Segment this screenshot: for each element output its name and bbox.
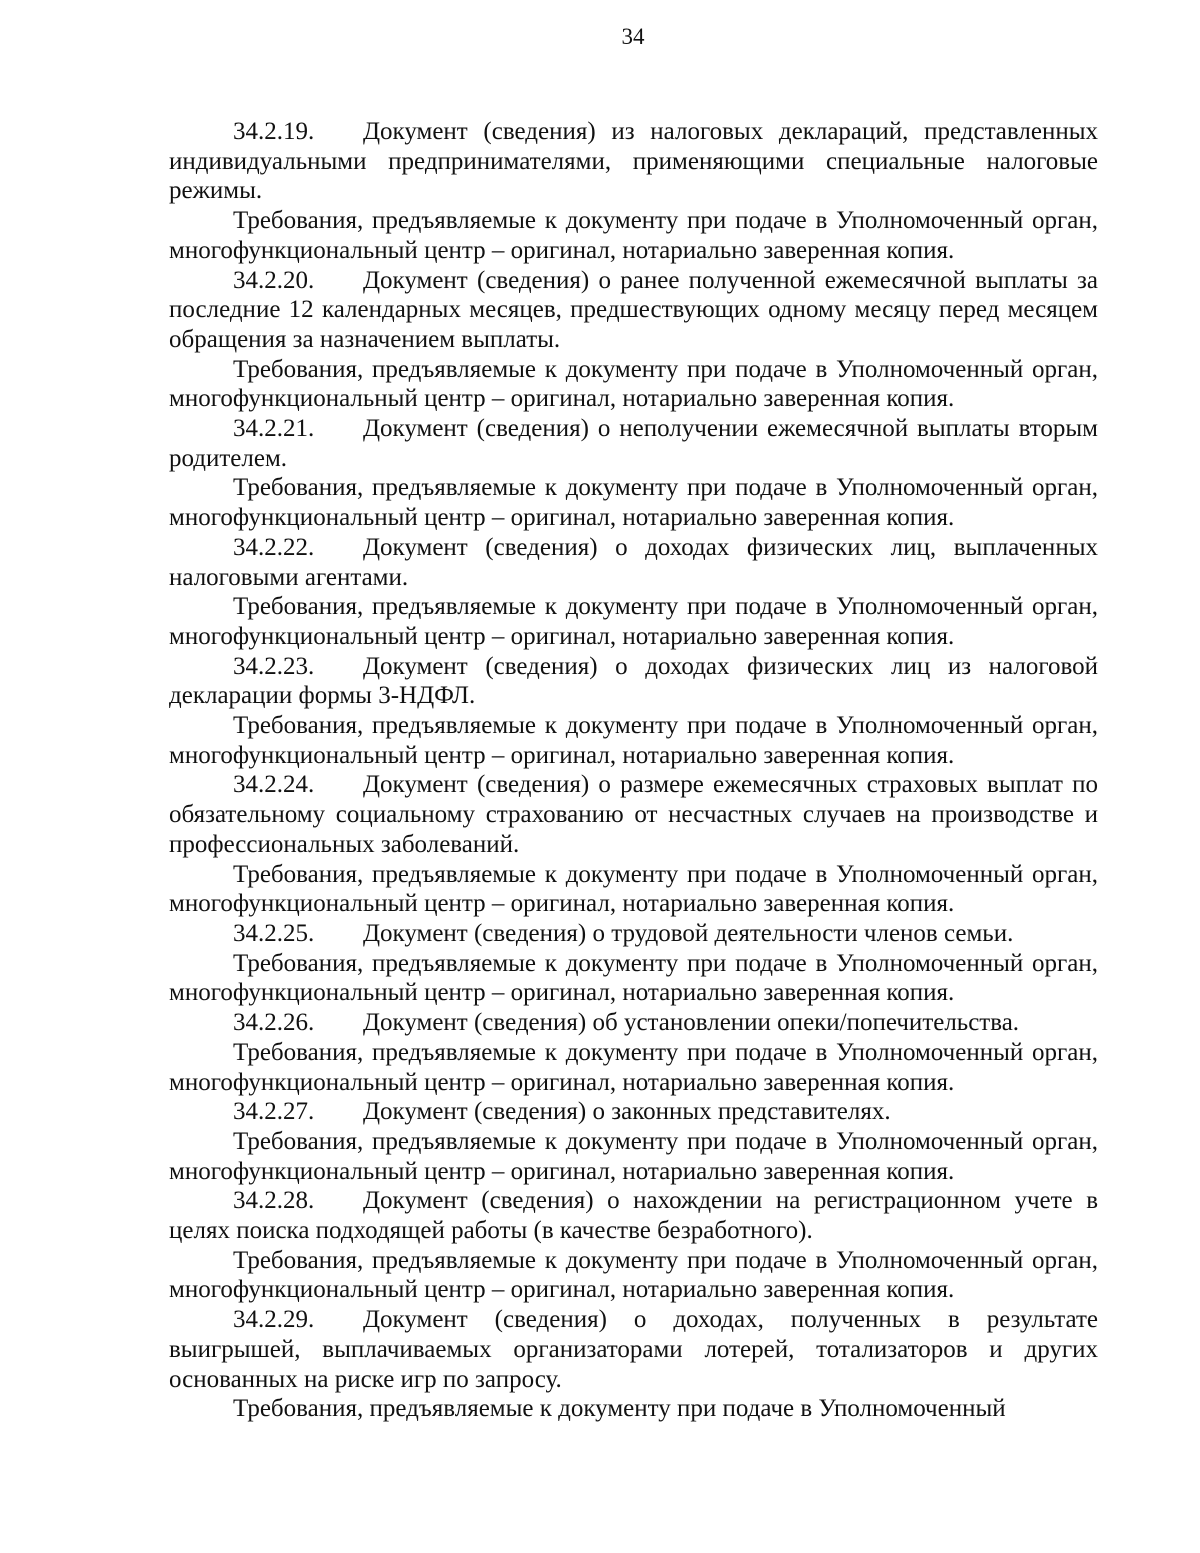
clause-number: 34.2.28. bbox=[233, 1187, 315, 1215]
clause-number: 34.2.26. bbox=[233, 1009, 315, 1037]
clause-number: 34.2.27. bbox=[233, 1098, 315, 1126]
clause-text: Документ (сведения) о доходах, полученных в результате выигрышей, выплачиваемых организаторами лотерей, тотализаторов и других основанных на риске игр по запросу. bbox=[169, 1306, 1098, 1393]
requirement-paragraph: Требования, предъявляемые к документу при подаче в Уполномоченный орган, многофункциональный центр – оригинал, нотариально заверенная копия. bbox=[169, 1246, 1098, 1304]
clause-paragraph bbox=[169, 414, 1098, 473]
clause-text: Документ (сведения) о ранее полученной ежемесячной выплаты за последние 12 календарных месяцев, предшествующих одному месяцу перед месяцем обращения за назначением выплаты. bbox=[169, 266, 1098, 353]
clause-text: Документ (сведения) о неполучении ежемесячной выплаты вторым родителем. bbox=[169, 415, 1098, 472]
clause-number: 34.2.23. bbox=[233, 652, 315, 680]
clause-text: Документ (сведения) о размере ежемесячных страховых выплат по обязательному социальному страхованию от несчастных случаев на производстве и профессиональных заболеваний. bbox=[169, 771, 1098, 858]
clause-number: 34.2.29. bbox=[233, 1306, 315, 1334]
clause-number: 34.2.22. bbox=[233, 533, 315, 561]
page-number: 34 bbox=[621, 24, 645, 49]
requirement-paragraph: Требования, предъявляемые к документу при подаче в Уполномоченный орган, многофункциональный центр – оригинал, нотариально заверенная копия. bbox=[169, 355, 1098, 413]
clause-text: Документ (сведения) о законных представителях. bbox=[363, 1098, 891, 1126]
clause-text: Документ (сведения) об установлении опеки/попечительства. bbox=[363, 1009, 1020, 1037]
clause-paragraph bbox=[169, 1186, 1098, 1245]
clause-paragraph bbox=[169, 1305, 1098, 1394]
clause-number: 34.2.20. bbox=[233, 266, 315, 294]
clause-paragraph bbox=[169, 117, 1098, 206]
document-body bbox=[169, 117, 1098, 1424]
clause-paragraph bbox=[169, 533, 1098, 592]
requirement-paragraph: Требования, предъявляемые к документу при подаче в Уполномоченный орган, многофункциональный центр – оригинал, нотариально заверенная копия. bbox=[169, 593, 1098, 650]
clause-paragraph bbox=[169, 266, 1098, 355]
requirement-paragraph: Требования, предъявляемые к документу при подаче в Уполномоченный орган, многофункциональный центр – оригинал, нотариально заверенная копия. bbox=[169, 860, 1098, 918]
clause-text: Документ (сведения) из налоговых деклараций, представленных индивидуальными предпринимателями, применяющими специальные налоговые режимы. bbox=[169, 118, 1098, 205]
requirement-paragraph: Требования, предъявляемые к документу при подаче в Уполномоченный орган, многофункциональный центр – оригинал, нотариально заверенная копия. bbox=[169, 949, 1098, 1007]
clause-paragraph bbox=[169, 652, 1098, 711]
clause-paragraph bbox=[169, 919, 1098, 949]
clause-number: 34.2.21. bbox=[233, 415, 315, 443]
clause-text: Документ (сведения) о доходах физических лиц, выплаченных налоговыми агентами. bbox=[169, 533, 1098, 591]
requirement-paragraph: Требования, предъявляемые к документу при подаче в Уполномоченный орган, многофункциональный центр – оригинал, нотариально заверенная копия. bbox=[169, 712, 1098, 769]
clause-number: 34.2.24. bbox=[233, 771, 315, 799]
clause-text: Документ (сведения) о доходах физических лиц из налоговой декларации формы 3-НДФЛ. bbox=[169, 652, 1098, 710]
requirement-paragraph: Требования, предъявляемые к документу при подаче в Уполномоченный bbox=[233, 1395, 1006, 1423]
requirement-paragraph: Требования, предъявляемые к документу при подаче в Уполномоченный орган, многофункциональный центр – оригинал, нотариально заверенная копия. bbox=[169, 474, 1098, 532]
clause-text: Документ (сведения) о нахождении на регистрационном учете в целях поиска подходящей работы (в качестве безработного). bbox=[169, 1187, 1098, 1245]
clause-paragraph bbox=[169, 1008, 1098, 1038]
clause-paragraph bbox=[169, 1097, 1098, 1127]
clause-paragraph bbox=[169, 770, 1098, 859]
clause-text: Документ (сведения) о трудовой деятельности членов семьи. bbox=[363, 919, 1014, 947]
requirement-paragraph: Требования, предъявляемые к документу при подаче в Уполномоченный орган, многофункциональный центр – оригинал, нотариально заверенная копия. bbox=[169, 1127, 1098, 1185]
clause-number: 34.2.25. bbox=[233, 919, 315, 947]
requirement-paragraph: Требования, предъявляемые к документу при подаче в Уполномоченный орган, многофункциональный центр – оригинал, нотариально заверенная копия. bbox=[169, 207, 1098, 264]
clause-number: 34.2.19. bbox=[233, 118, 315, 145]
requirement-paragraph: Требования, предъявляемые к документу при подаче в Уполномоченный орган, многофункциональный центр – оригинал, нотариально заверенная копия. bbox=[169, 1038, 1098, 1096]
